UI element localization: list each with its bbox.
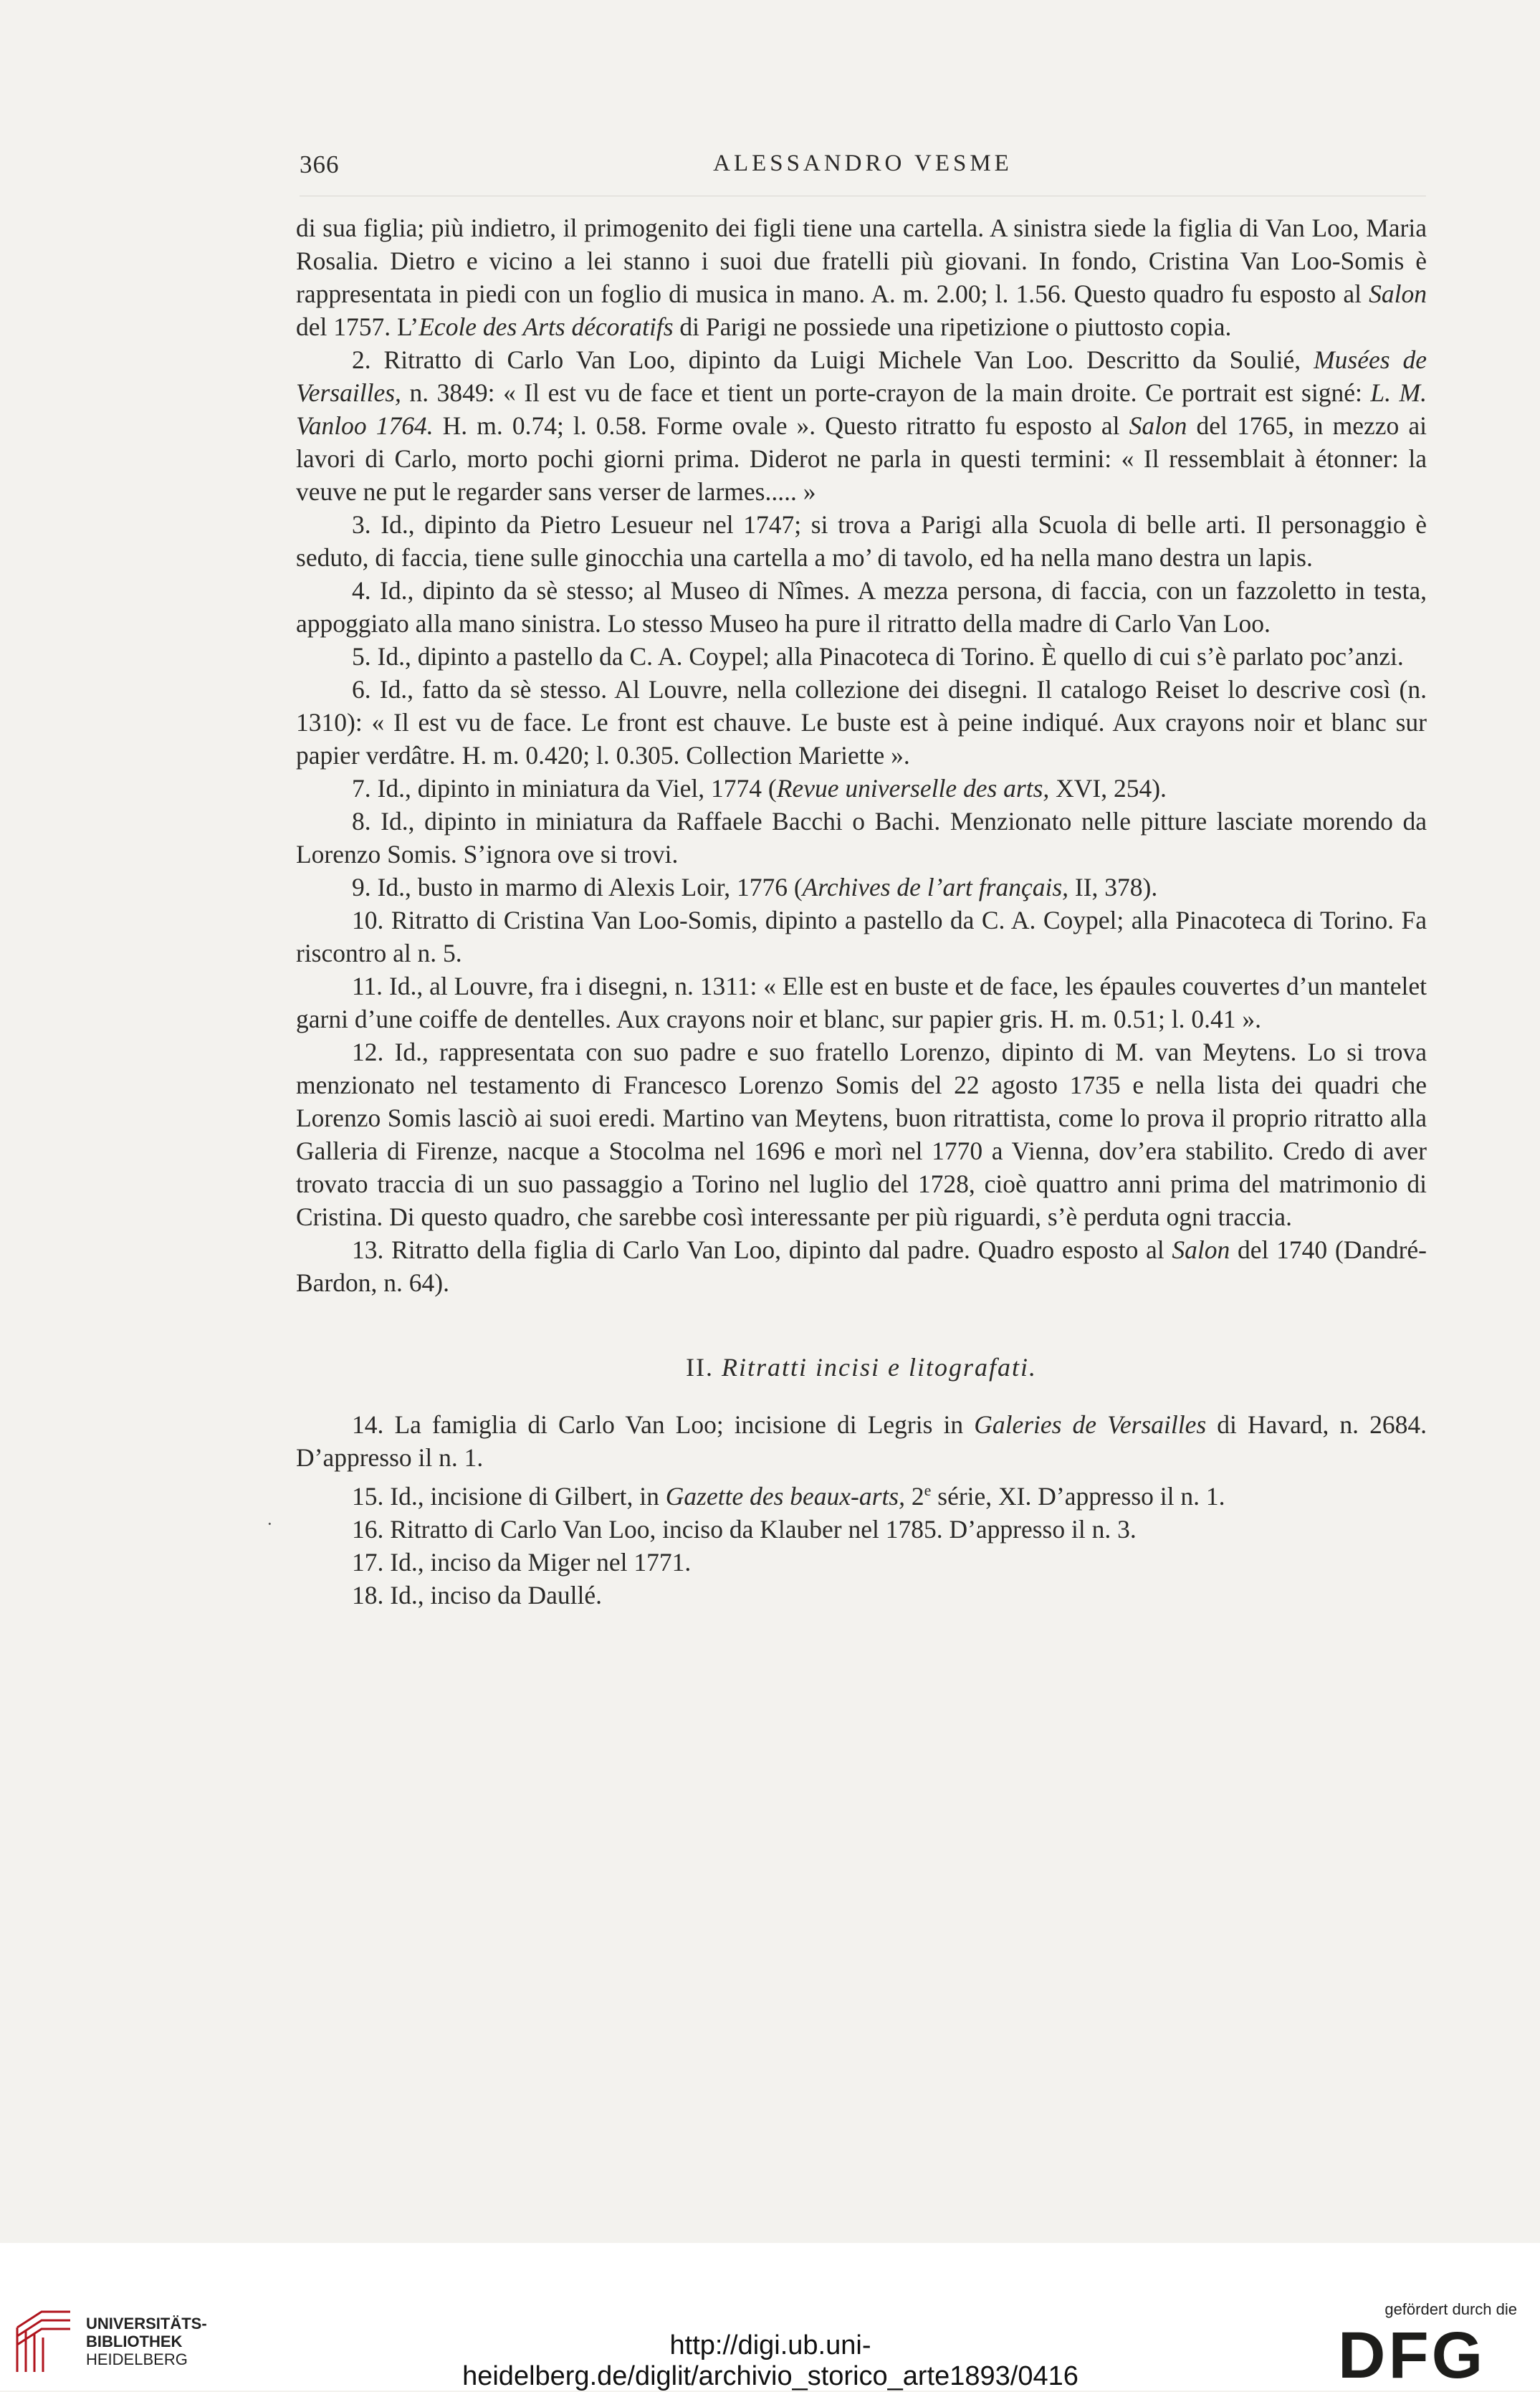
paragraph: 10. Ritratto di Cristina Van Loo-Somis, dipinto a pastello da C. A. Coypel; alla Pinacoteca di Torino. Fa riscontro al n. 5.: [296, 906, 1427, 967]
source-url-link[interactable]: http://digi.ub.uni-heidelberg.de/diglit/archivio_storico_arte1893/0416: [462, 2330, 1079, 2391]
paragraph: 2. Ritratto di Carlo Van Loo, dipinto da Luigi Michele Van Loo. Descritto da Soulié, Musées de Versailles, n. 3849: « Il est vu de face et tient un porte-crayon de la main droite. Ce portrait est signé: L. M. Vanloo 1764. H. m. 0.74; l. 0.58. Forme ovale ». Questo ritratto fu esposto al Salon del 1765, in mezzo ai lavori di Carlo, morto pochi giorni prima. Diderot ne parla in questi termini: « Il ressemblait à étonner: la veuve ne put le regarder sans verser de larmes..... »: [296, 345, 1427, 506]
margin-mark: ·: [267, 1513, 273, 1534]
svg-text:DFG: DFG: [1338, 2323, 1486, 2386]
page-header: [300, 150, 1426, 193]
running-title: ALESSANDRO VESME: [713, 150, 1013, 176]
paragraph: 8. Id., dipinto in miniatura da Raffaele Bacchi o Bachi. Menzionato nelle pitture lasciate morendo da Lorenzo Somis. S’ignora ove si trovi.: [296, 807, 1427, 869]
paragraph: 17. Id., inciso da Miger nel 1771.: [352, 1547, 692, 1577]
section-heading: II. Ritratti incisi e litografati.: [686, 1353, 1037, 1382]
body-text: [296, 211, 1427, 1612]
paragraph: di sua figlia; più indietro, il primogenito dei figli tiene una cartella. A sinistra siede la figlia di Van Loo, Maria Rosalia. Dietro e vicino a lei stanno i suoi due fratelli più giovani. In fondo, Cristina Van Loo-Somis è rappresentata in piedi con un foglio di musica in mano. A. m. 2.00; l. 1.56. Questo quadro fu esposto al Salon del 1757. L’Ecole des Arts décoratifs di Parigi ne possiede una ripetizione o piuttosto copia.: [296, 214, 1427, 341]
funding-caption: gefördert durch die: [1384, 2300, 1517, 2318]
university-library-logo-icon: [13, 2306, 75, 2375]
paragraph: 18. Id., inciso da Daullé.: [352, 1580, 603, 1609]
paragraph: 3. Id., dipinto da Pietro Lesueur nel 1747; si trova a Parigi alla Scuola di belle arti. Il personaggio è seduto, di faccia, tiene sulle ginocchia una cartella a mo’ di tavolo, ed ha nella mano destra un lapis.: [296, 510, 1427, 572]
library-name: UNIVERSITÄTS- BIBLIOTHEK HEIDELBERG: [86, 2315, 207, 2368]
footer: [0, 2243, 1540, 2391]
paragraph: 6. Id., fatto da sè stesso. Al Louvre, nella collezione dei disegni. Il catalogo Reiset lo descrive così (n. 1310): « Il est vu de face. Le front est chauve. Le buste est à peine indiqué. Aux crayons noir et blanc sur papier verdâtre. H. m. 0.420; l. 0.305. Collection Mariette ».: [296, 675, 1427, 770]
paragraph: 15. Id., incisione di Gilbert, in Gazette des beaux-arts, 2e série, XI. D’appresso il n. 1.: [352, 1481, 1225, 1511]
paragraph: 11. Id., al Louvre, fra i disegni, n. 1311: « Elle est en buste et de face, les épaules couvertes d’un mantelet garni d’une coiffe de dentelles. Aux crayons noir et blanc, sur papier gris. H. m. 0.51; l. 0.41 ».: [296, 972, 1427, 1033]
paragraph: 7. Id., dipinto in miniatura da Viel, 1774 (Revue universelle des arts, XVI, 254).: [352, 774, 1167, 803]
dfg-logo-icon: [1338, 2323, 1517, 2386]
paragraph: 12. Id., rappresentata con suo padre e suo fratello Lorenzo, dipinto di M. van Meytens. Lo si trova menzionato nel testamento di Francesco Lorenzo Somis del 22 agosto 1735 e nella lista dei quadri che Lorenzo Somis lasciò ai suoi eredi. Martino van Meytens, buon ritrattista, come lo prova il proprio ritratto alla Galleria di Firenze, nacque a Stocolma nel 1696 e morì nel 1770 a Vienna, dov’era stabilito. Credo di aver trovato traccia di un suo passaggio a Torino nel luglio del 1728, cioè quattro anni prima del matrimonio di Cristina. Di questo quadro, che sarebbe così interessante per più riguardi, s’è perduta ogni traccia.: [296, 1038, 1427, 1231]
page-number: 366: [300, 150, 340, 178]
paragraph: 9. Id., busto in marmo di Alexis Loir, 1776 (Archives de l’art français, II, 378).: [352, 873, 1158, 901]
paragraph: 13. Ritratto della figlia di Carlo Van Loo, dipinto dal padre. Quadro esposto al Salon del 1740 (Dandré-Bardon, n. 64).: [296, 1235, 1427, 1297]
paragraph: 4. Id., dipinto da sè stesso; al Museo di Nîmes. A mezza persona, di faccia, con un fazzoletto in testa, appoggiato alla mano sinistra. Lo stesso Museo ha pure il ritratto della madre di Carlo Van Loo.: [296, 576, 1427, 638]
paragraph: 16. Ritratto di Carlo Van Loo, inciso da Klauber nel 1785. D’appresso il n. 3.: [352, 1514, 1137, 1544]
paragraph: 5. Id., dipinto a pastello da C. A. Coypel; alla Pinacoteca di Torino. È quello di cui s’è parlato poc’anzi.: [352, 642, 1404, 671]
paragraph: 14. La famiglia di Carlo Van Loo; incisione di Legris in Galeries de Versailles di Havard, n. 2684. D’appresso il n. 1.: [296, 1410, 1427, 1472]
